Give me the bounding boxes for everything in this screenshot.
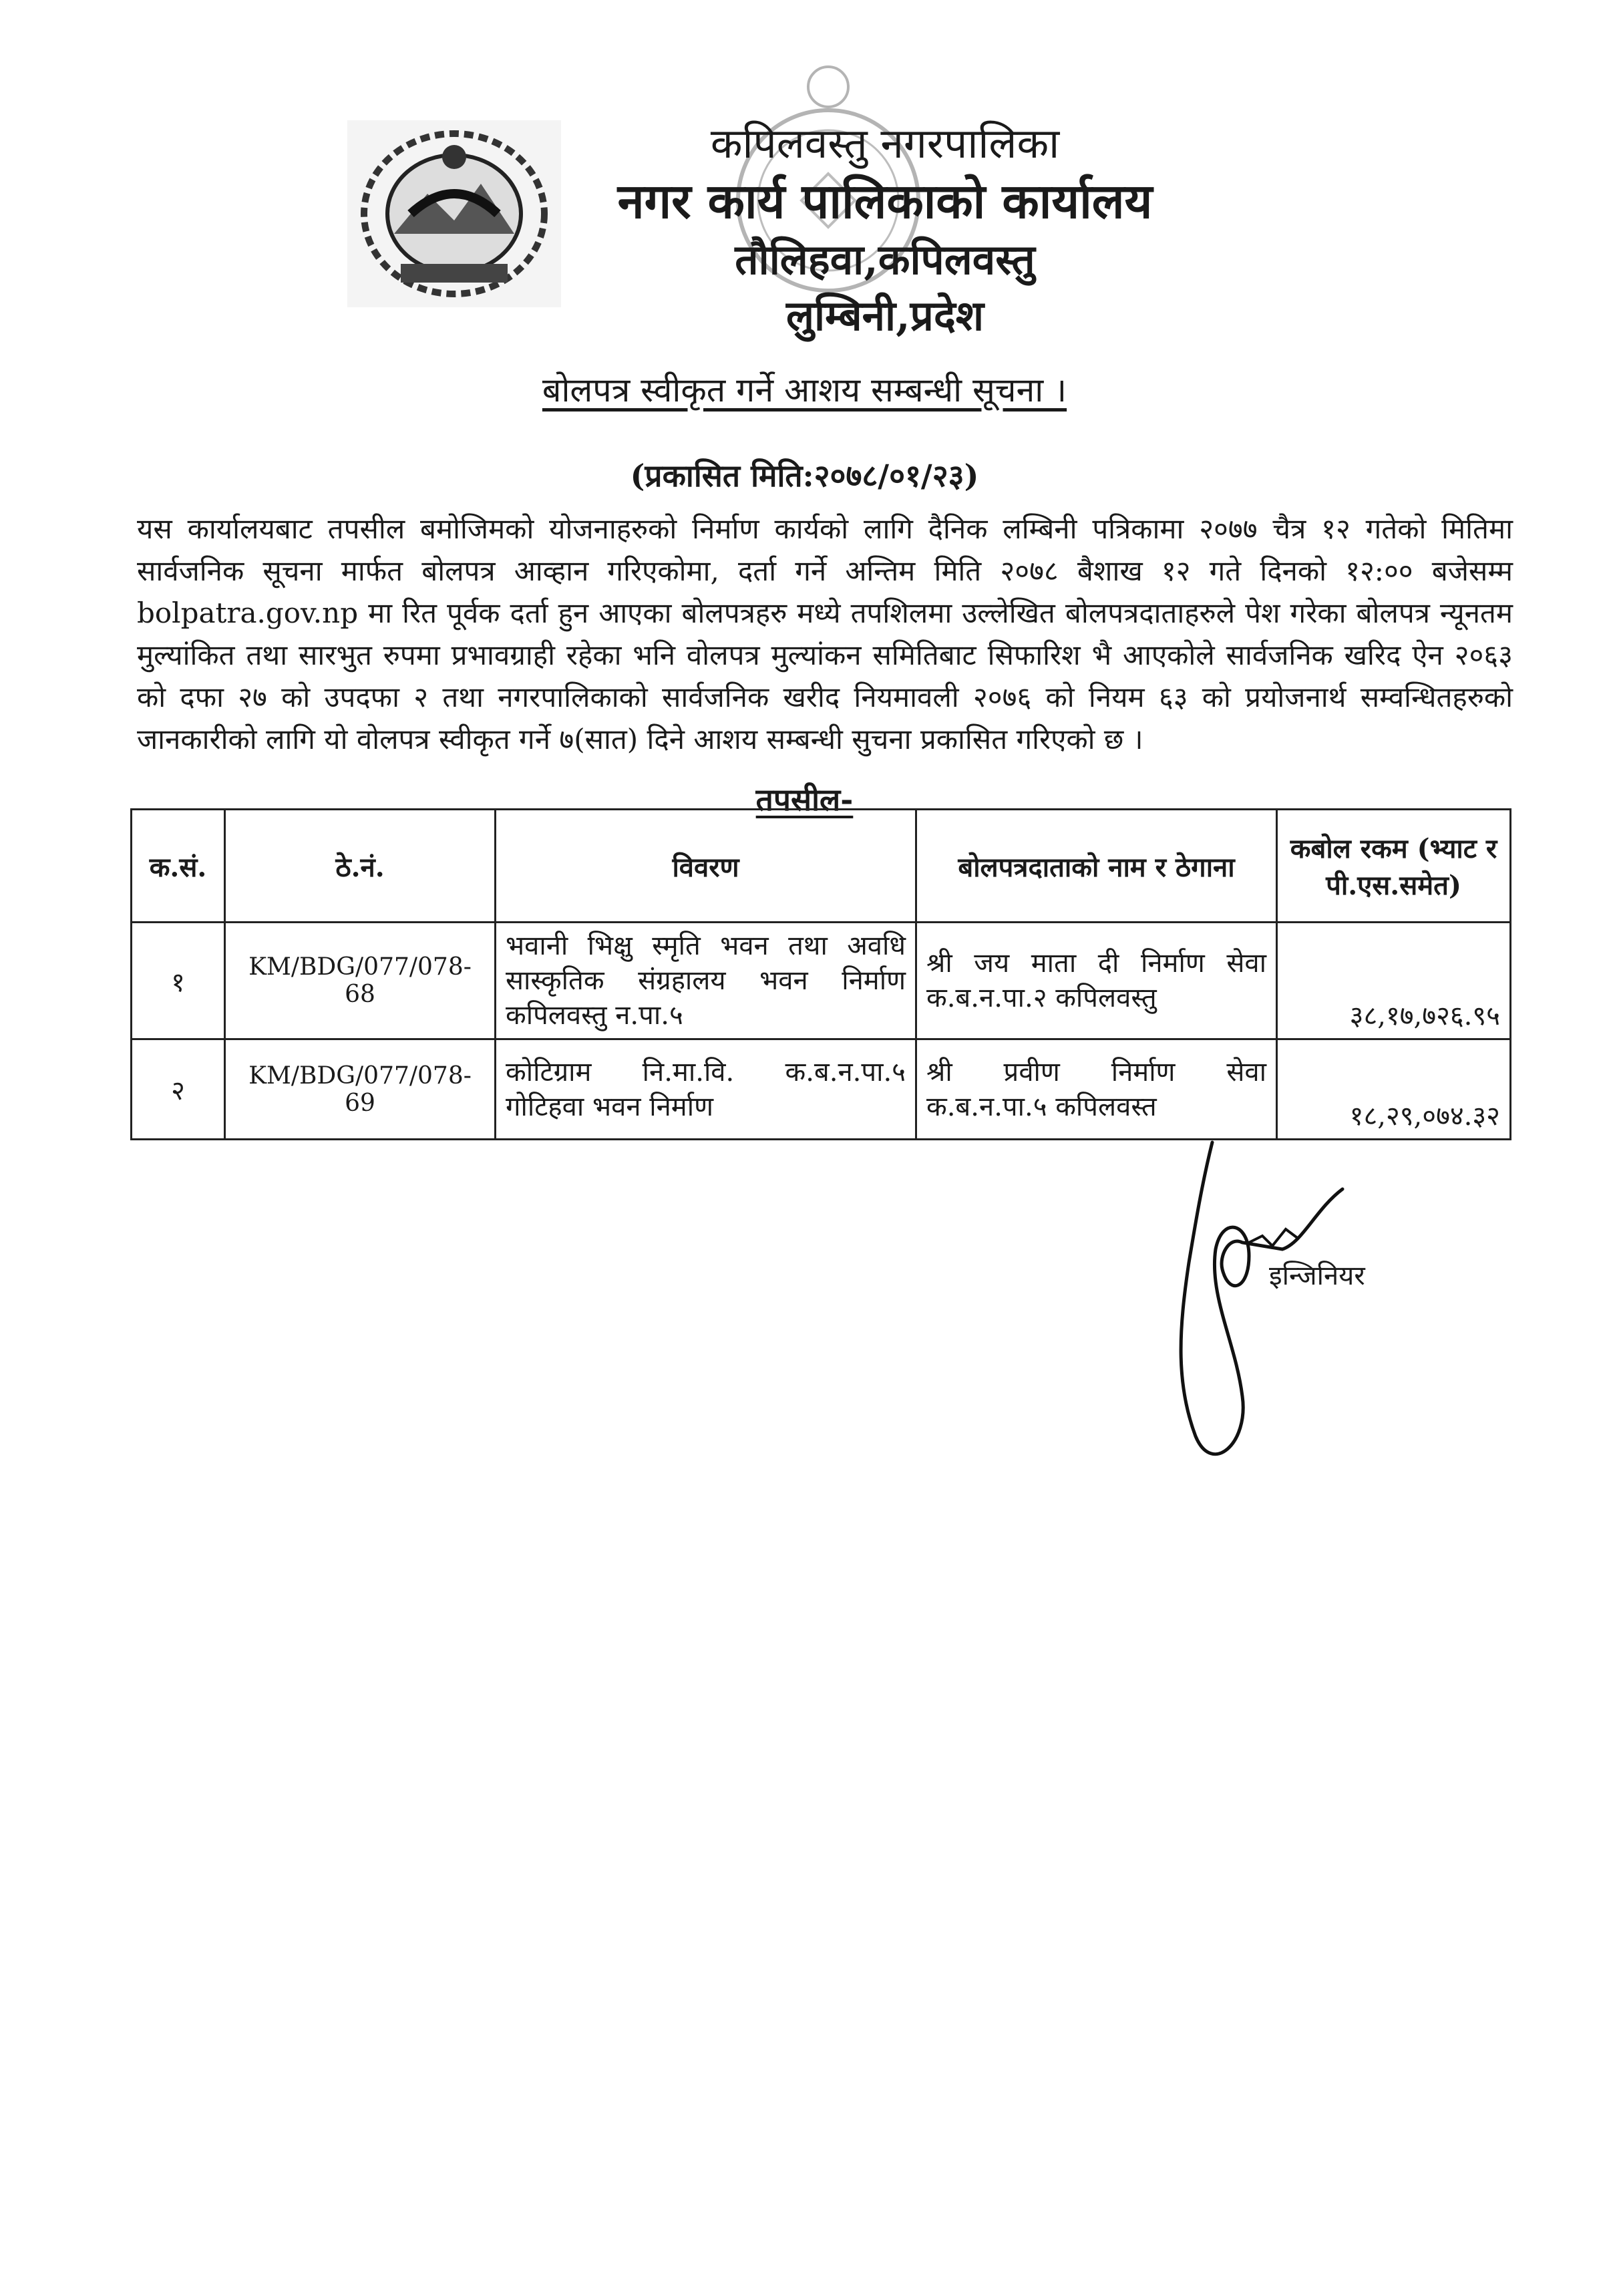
col-header-amount: कबोल रकम (भ्याट र पी.एस.समेत) [1277,810,1511,923]
municipality-name: कपिलवस्तु नगरपालिका [710,119,1060,168]
col-header-sn: क.सं. [132,810,225,923]
province-name: लुम्बिनी,प्रदेश [785,291,985,340]
published-date: (प्रकासित मिति:२०७८/०१/२३) [630,458,979,494]
notice-subject [0,366,1609,412]
row-description: भवानी भिक्षु स्मृति भवन तथा अवधि सास्कृतिक संग्रहालय भवन निर्माण कपिलवस्तु न.पा.५ [496,923,916,1039]
col-header-bidder: बोलपत्रदाताको नाम र ठेगाना [916,810,1277,923]
table-header-row [132,810,1511,923]
table-row [132,923,1511,1039]
row-sn: २ [132,1039,225,1140]
row-amount: ३८,१७,७२६.९५ [1277,923,1511,1039]
signature-icon [1149,1129,1416,1503]
notice-body: यस कार्यालयबाट तपसील बमोजिमको योजनाहरुको निर्माण कार्यको लागि दैनिक लम्बिनी पत्रिकामा २०७७ चैत्र १२ गतेको मितिमा सार्वजनिक सूचना मार्फत बोलपत्र आव्हान गरिएकोमा, दर्ता गर्ने अन्तिम मिति २०७८ बैशाख १२ गते दिनको १२:०० बजेसम्म bolpatra.gov.np मा रित पूर्वक दर्ता हुन आएका बोलपत्रहरु मध्ये तपशिलमा उल्लेखित बोलपत्रदाताहरुले पेश गरेका बोलपत्र न्यूनतम मुल्यांकित तथा सारभुत रुपमा प्रभावग्राही रहेका भनि वोलपत्र मुल्यांकन समितिबाट सिफारिश भै आएकोले सार्वजनिक खरिद ऐन २०६३ को दफा २७ को उपदफा २ तथा नगरपालिकाको सार्वजनिक खरीद नियमावली २०७६ को नियम ६३ को प्रयोजनार्थ सम्वन्धितहरुको जानकारीको लागि यो वोलपत्र स्वीकृत गर्ने ७(सात) दिने आशय सम्बन्धी सुचना प्रकासित गरिएको छ । [137,512,1513,756]
office-name: नगर कार्य पालिकाको कार्यालय [617,172,1153,229]
row-amount: १८,२९,०७४.३२ [1277,1039,1511,1140]
col-header-description: विवरण [496,810,916,923]
table-row [132,1039,1511,1140]
col-header-contract-no: ठे.नं. [225,810,496,923]
row-bidder: श्री जय माता दी निर्माण सेवा क.ब.न.पा.२ कपिलवस्तु [916,923,1277,1039]
row-description: कोटिग्राम नि.मा.वि. क.ब.न.पा.५ गोटिहवा भवन निर्माण [496,1039,916,1140]
letterhead [468,117,1302,344]
row-contract-no: KM/BDG/077/078-69 [225,1039,496,1140]
notice-subject-text: बोलपत्र स्वीकृत गर्ने आशय सम्बन्धी सूचना । [542,371,1067,409]
bid-details-table [130,808,1511,1140]
row-bidder: श्री प्रवीण निर्माण सेवा क.ब.न.पा.५ कपिलवस्त [916,1039,1277,1140]
details-title-text: तपसील- [755,782,854,818]
row-sn: १ [132,923,225,1039]
row-contract-no: KM/BDG/077/078-68 [225,923,496,1039]
office-location: तौलिहवा,कपिलवस्तु [735,235,1035,284]
signatory-designation: इन्जिनियर [1269,1261,1365,1291]
